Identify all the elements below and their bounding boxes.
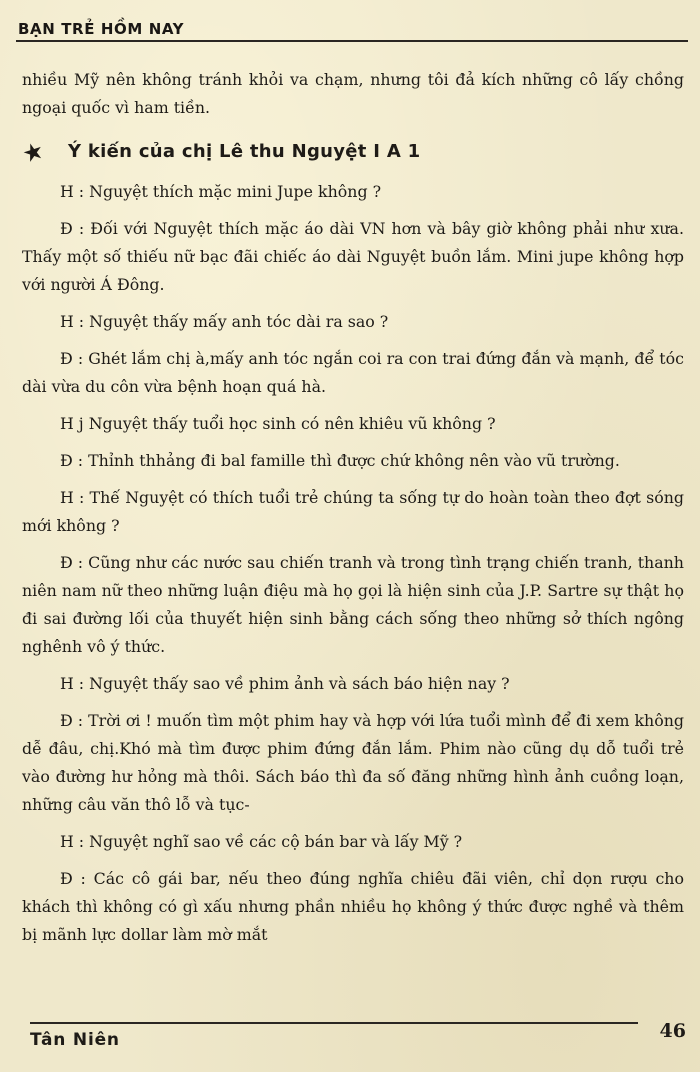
intro-paragraph: nhiều Mỹ nên không tránh khỏi va chạm, nhưng tôi đả kích những cô lấy chồng ngoại quốc vì ham tiền.: [22, 70, 684, 117]
interview-list: [22, 178, 684, 949]
interview-paragraph: H j Nguyệt thấy tuổi học sinh có nên khiêu vũ không ?: [60, 414, 496, 433]
interview-paragraph: Đ : Các cô gái bar, nếu theo đúng nghĩa chiêu đãi viên, chỉ dọn rượu cho khách thì không có gì xấu nhưng phần nhiều họ không ý thức được nghề và thêm bị mãnh lực dollar làm mờ mắt: [22, 869, 684, 944]
interview-paragraph: Đ : Đối với Nguyệt thích mặc áo dài VN hơn và bây giờ không phải như xưa. Thấy một số thiếu nữ bạc đãi chiếc áo dài Nguyệt buồn lắm. Mini jupe không hợp với người Á Đông.: [22, 219, 684, 294]
interview-paragraph: H : Nguyệt nghĩ sao về các cộ bán bar và lấy Mỹ ?: [60, 832, 463, 851]
interview-paragraph: Đ : Cũng như các nước sau chiến tranh và trong tình trạng chiến tranh, thanh niên nam nữ theo những luận điệu mà họ gọi là hiện sinh của J.P. Sartre sự thật họ đi sai đường lối của thuyết hiện sinh bằng cách sống theo những sở thích ngông nghênh vô ý thức.: [22, 553, 684, 656]
footer-rule: [30, 1022, 638, 1024]
interview-paragraph: H : Thế Nguyệt có thích tuổi trẻ chúng ta sống tự do hoàn toàn theo đợt sóng mới không ?: [22, 488, 684, 535]
interview-paragraph: H : Nguyệt thích mặc mini Jupe không ?: [60, 182, 382, 201]
section-heading: [22, 138, 684, 166]
running-title: BẠN TRẺ HỒM NAY: [18, 20, 185, 38]
interview-paragraph: H : Nguyệt thấy sao về phim ảnh và sách báo hiện nay ?: [60, 674, 510, 693]
page-number: 46: [659, 1020, 686, 1042]
interview-paragraph: H : Nguyệt thấy mấy anh tóc dài ra sao ?: [60, 312, 389, 331]
publication-name: Tân Niên: [30, 1030, 120, 1050]
header-rule: [16, 40, 688, 42]
article-body: [22, 66, 684, 958]
interview-paragraph: Đ : Thỉnh thhảng đi bal famille thì được chứ không nên vào vũ trường.: [60, 451, 620, 470]
star-icon: [22, 141, 44, 163]
interview-paragraph: Đ : Trời ơi ! muốn tìm một phim hay và hợp với lứa tuổi mình để đi xem không dễ đâu, chị.Khó mà tìm được phim đứng đắn lắm. Phim nào cũng dụ dỗ tuổi trẻ vào đường hư hỏng mà thôi. Sách báo thì đa số đăng những hình ảnh cuồng loạn, những câu văn thô lỗ và tục-: [22, 711, 684, 814]
section-heading-text: Ý kiến của chị Lê thu Nguyệt I A 1: [68, 141, 421, 162]
interview-paragraph: Đ : Ghét lắm chị à,mấy anh tóc ngắn coi ra con trai đứng đắn và mạnh, để tóc dài vừa du côn vừa bệnh hoạn quá hà.: [22, 349, 684, 396]
